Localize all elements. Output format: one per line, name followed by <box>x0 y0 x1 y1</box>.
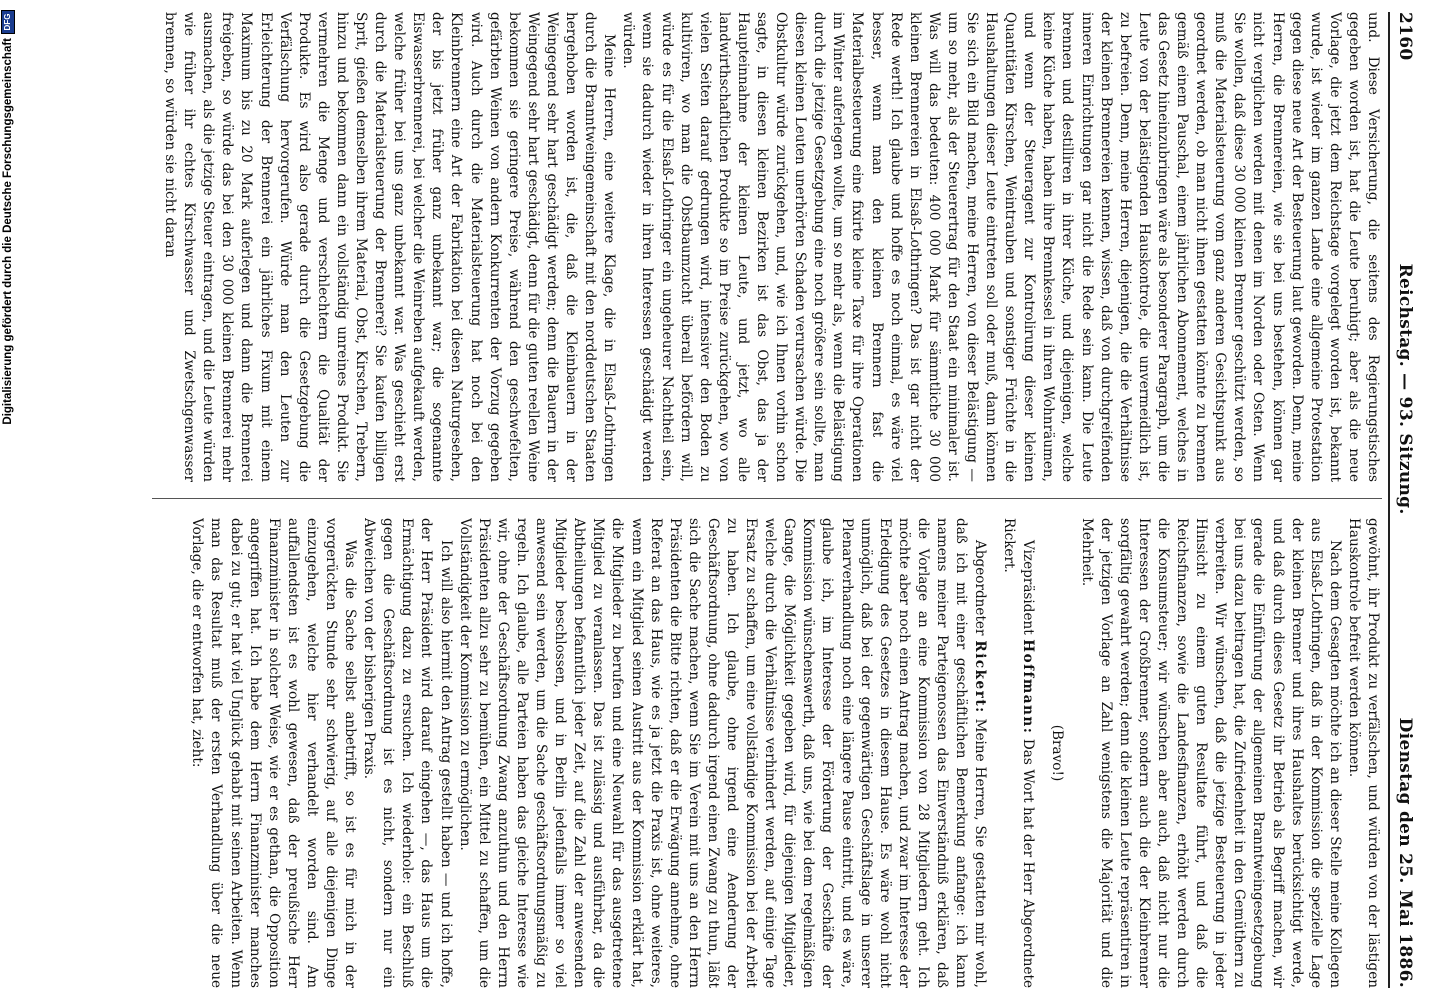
speaker-paragraph <box>455 518 990 988</box>
funding-note-text: Digitalisierung gefördert durch die Deutsche Forschungsgemeinschaft <box>2 38 14 425</box>
president-name: Hoffmann: <box>1020 639 1037 735</box>
speaker-name: Rickert: <box>972 640 989 714</box>
page-number: 2160 <box>1395 12 1415 61</box>
session-title: Reichstag. — 93. Sitzung. <box>1395 263 1415 515</box>
right-paragraph: Nach dem Gesagten möchte ich an dieser Stelle meine Kollegen aus Elsaß-Lothringen, daß in der Kommission die spezielle Lage der kleinen Brenner und ihres Haushaltes berücksichtigt werde, und daß durch dieses Gesetz ihr Betrieb als Begriff machen, wir gerade die Einführung der allgemeinen Branntweingesetzgebung bei uns dazu beitragen hat, die Zufriedenheit in den Gemüthern zu verbreiten. Wir wünschen, daß die jetzige Besteuerung in jeder Hinsicht zu einem guten Resultate führt, und daß die Reichsfinanzen, sowie die Landesfinanzen, erhöht werden durch die Konsumsteuer; wir wünschen aber auch, daß nicht nur die Interessen der Großbrenner, sondern auch die der Kleinbrenner sorgfältig gewahrt werden; denn die kleinen Leute repräsentiren in der jetzigen Vorlage an Zahl wenigstens die Majorität und die Mehrheit. <box>1078 518 1343 988</box>
funding-note <box>2 10 18 990</box>
right-column <box>152 518 1382 988</box>
left-paragraph: und. Diese Versicherung, die seitens des Regierungstisches gegeben worden ist, hat die Leute beruhigt; aber als die neue Vorlage, die jetzt dem Reichstage vorgelegt worden ist, bekannt wurde, ist wieder im ganzen Lande eine allgemeine Protestation gegen diese neue Art der Besteuerung laut geworden. Denn, meine Herren, die Brennereien, wie sie bei uns bestehen, können gar nicht verglichen werden mit denen im Norden oder Osten. Wenn Sie wollen, daß diese 30 000 kleinen Brenner geschützt werden, so muß die Materialsteuerung vom ganz anderen Gesichtspunkt aus geordnet werden, ob man nicht ihnen gestatten könnte zu brennen gemäß einem Pauschal, einem jährlichen Abonnement, welches in das Gesetz hineinzubringen wäre als besonderer Paragraph, um die Leute von der belästigenden Hauskontrole, die unvermeidlich ist, zu befreien. Denn, meine Herren, diejenigen, die die Verhältnisse der kleinen Brennereien kennen, wissen, daß von durchgreifenden inneren Einrichtungen gar nicht die Rede sein kann. Die Leute brennen und destilliren in ihrer Küche, und diejenigen, welche keine Küche haben, haben ihre Brennkessel in ihren Wohnräumen, und wenn der Steueragent zur Kontrolirung dieser kleinen Quantitäten Kirschen, Weintrauben und sonstiger Früchte in die Haushaltungen dieser Leute eintreten soll oder muß, dann können Sie sich ein Bild machen, meine Herren, von dieser Belästigung — um so mehr, als der Steuerertrag für den Staat ein minimaler ist. Was will das bedeuten: 400 000 Mark für sämmtliche 30 000 kleinen Brennereien in Elsaß-Lothringen? Das ist gar nicht der Rede werth! Ich glaube und hoffe es noch einmal, es wäre viel besser, wenn man den kleinen Brennern fast die Materialbesteuerung eine fixirte kleine Taxe für ihre Operationen im Winter auferlegen wollte, um so mehr als, wenn die Belästigung durch die jetzige Gesetzgebung eine noch größere sein sollte, man diesen kleinen Leuten unerhörten Schaden verursachen würde. Die Obstkultur würde zurückgehen, und, wie ich Ihnen vorhin schon sagte, in diesen kleinen Bezirken ist das Obst, das ja der Haupteinnahme der kleinen Leute, und jetzt, wo alle landwirthschaftlichen Produkte so im Preise zurückgehen, wo von vielen Seiten darauf gedrungen wird, intensiver den Boden zu kultiviren, wo man die Obstbaumzucht überall befördern will, würde es für die Elsaß-Lothringer ein ungeheurer Nachtheil sein, wenn sie dadurch wieder in ihren Interessen geschädigt werden würden. <box>620 12 1381 482</box>
header-rule <box>1388 12 1390 988</box>
text-columns <box>152 12 1382 988</box>
speaker-intro: Abgeordneter <box>972 540 989 636</box>
president-paragraph <box>999 518 1037 988</box>
interjection: (Bravo!) <box>1049 724 1066 782</box>
right-paragraph: gewöhnt, ihr Produkt zu verfälschen, und würden von der lästigen Hauskontrole befreit werden können. <box>1345 518 1381 988</box>
left-column <box>152 12 1382 482</box>
president-intro: Vizepräsident <box>1020 540 1037 635</box>
column-divider <box>152 498 1382 499</box>
president-text: Das Wort hat der Herr Abgeordnete Rickert. <box>1001 518 1037 988</box>
session-date: Dienstag den 25. Mai 1886. <box>1395 717 1415 988</box>
right-paragraph: Ich will also hiermit den Antrag gestellt haben — und ich hoffe, der Herr Präsident wird darauf eingehen —, das Haus um die Ermächtigung dazu zu ersuchen. Ich wiederhole: ein Beschluß gegen die Geschäftsordnung ist es nicht, sondern nur ein Abweichen von der bisherigen Praxis. <box>361 518 454 988</box>
rotated-page <box>116 12 1416 988</box>
dfg-logo: DFG <box>1 10 15 34</box>
speaker-text: Meine Herren, Sie gestatten mir wohl, daß ich mit einer geschäftlichen Bemerkung anfange: ich kann namens meiner Parteigenossen das Einverständniß erklären, daß die Vorlage an eine Kommission von 28 Mitgliedern geht. Ich möchte aber noch einen Antrag machen, und zwar im Interesse der Erledigung des Gesetzes in diesem Hause. Es wäre wohl nicht unmöglich, daß bei der gegenwärtigen Geschäftslage in unserer Plenarverhandlung noch eine längere Pause eintritt, und es wäre, glaube ich, im Interesse der Förderung der Geschäfte der Kommission wünschenswerth, daß uns, wie bei dem regelmäßigen Gange, die Möglichkeit gegeben wird, für diejenigen Mitglieder, welche durch die Verhältnisse verhindert werden, auf einige Tage Ersatz zu schaffen, um eine vollständige Kommission bei der Arbeit zu haben. Ich glaube, ohne irgend eine Aenderung der Geschäftsordnung, ohne dadurch irgend einen Zwang zu thun, läßt sich die Sache machen, wenn Sie im Verein mit uns an den Herrn Präsidenten die Bitte richten, daß er die Erwägung annehme, ohne Referat an das Haus, wie es ja jetzt die Praxis ist, ohne weiteres, wenn ein Mitglied seinen Austritt aus der Kommission erklärt hat, die Mitglieder zu berufen und eine Neuwahl für das ausgetretene Mitglied zu veranlassen. Das ist zulässig und ausführbar, da die Abtheilungen befanntlich jeder Zeit, auf die Zahl der anwesenden Mitglieder beschlossen, und in Berlin jedenfalls immer so viel anwesend sein werden, um die Sache geschäftsordnungsmäßig zu regeln. Ich glaube, alle Parteien haben das gleiche Interesse wie wir, ohne der Geschäftsordnung Zwang anzuthun und den Herrn Präsidenten allzu sehr zu bemühen, ein Mittel zu schaffen, um die Vollständigkeit der Kommission zu ermöglichen. <box>456 518 989 988</box>
right-paragraph: Was die Sache selbst anbetrifft, so ist es für mich in der vorgerückten Stunde sehr schwierig, auf alle diejenigen Dinge einzugehen, welche hier verhandelt worden sind. Am auffallendsten ist es wohl gewesen, daß der preußische Herr Finanzminister in solcher Weise, wie er es gethan, die Opposition angegriffen hat. Ich habe dem Herrn Finanzminister manches dabei zu gut; er hat viel Unglück gehabt mit seinen Arbeiten. Wenn man das Resultat muß der ersten Verhandlung über die neue Vorlage, die er entworfen hat, zieht: <box>189 518 359 988</box>
page-header <box>1394 12 1416 988</box>
left-paragraph: Meine Herren, eine weitere Klage, die in Elsaß-Lothringen durch die Branntweingemeinschaft mit den norddeutschen Staaten hergehoben worden ist, die, daß die Kleinbauern in der Weingegend sehr hart geschädigt werden; denn die Bauern in der Weingegend sehr hart geschädigt, denn für die guten reellen Weine bekommen sie geringere Preise, während den geschwefelten, gefärbten Weinen von andern Konkurrenten der Vorzug gegeben wird. Auch durch die Materialsteuerung hat noch bei den Kleinbrennern eine Art der Fabrikation bei diesen Naturgesehen, der bis jetzt früher ganz unbekannt war; die sogenannte Eiswasserbrennerei, bei welcher die Weinreben aufgekauft werden, welche früher bei uns ganz unbekannt war. Was geschieht erst durch die Materialsteuerung der Brennerei? Sie kaufen billigen Sprit, gießen demselben ihrem Material, Obst, Kirschen, Trebern, hinzu und bekommen dann ein vollständig unreines Produkt. Sie vermehren die Menge und verschlechtern die Qualität der Produkte. Es wird also gerade durch die Gesetzgebung die Verfälschung hervorgerufen. Würde man den Leuten zur Erleichterung der Brennerei ein jährliches Fixum mit einem Maximum bis zu 20 Mark auferlegen und dann die Brennerei freigeben, so würde das bei den 30 000 kleinen Brennerei mehr ausmachen, als die jetzige Steuer eintragen, und die Leute würden wie früher ihr echtes Kirschwasser und Zwetschgenwasser brennen, so würden sie nicht daran <box>162 12 618 482</box>
